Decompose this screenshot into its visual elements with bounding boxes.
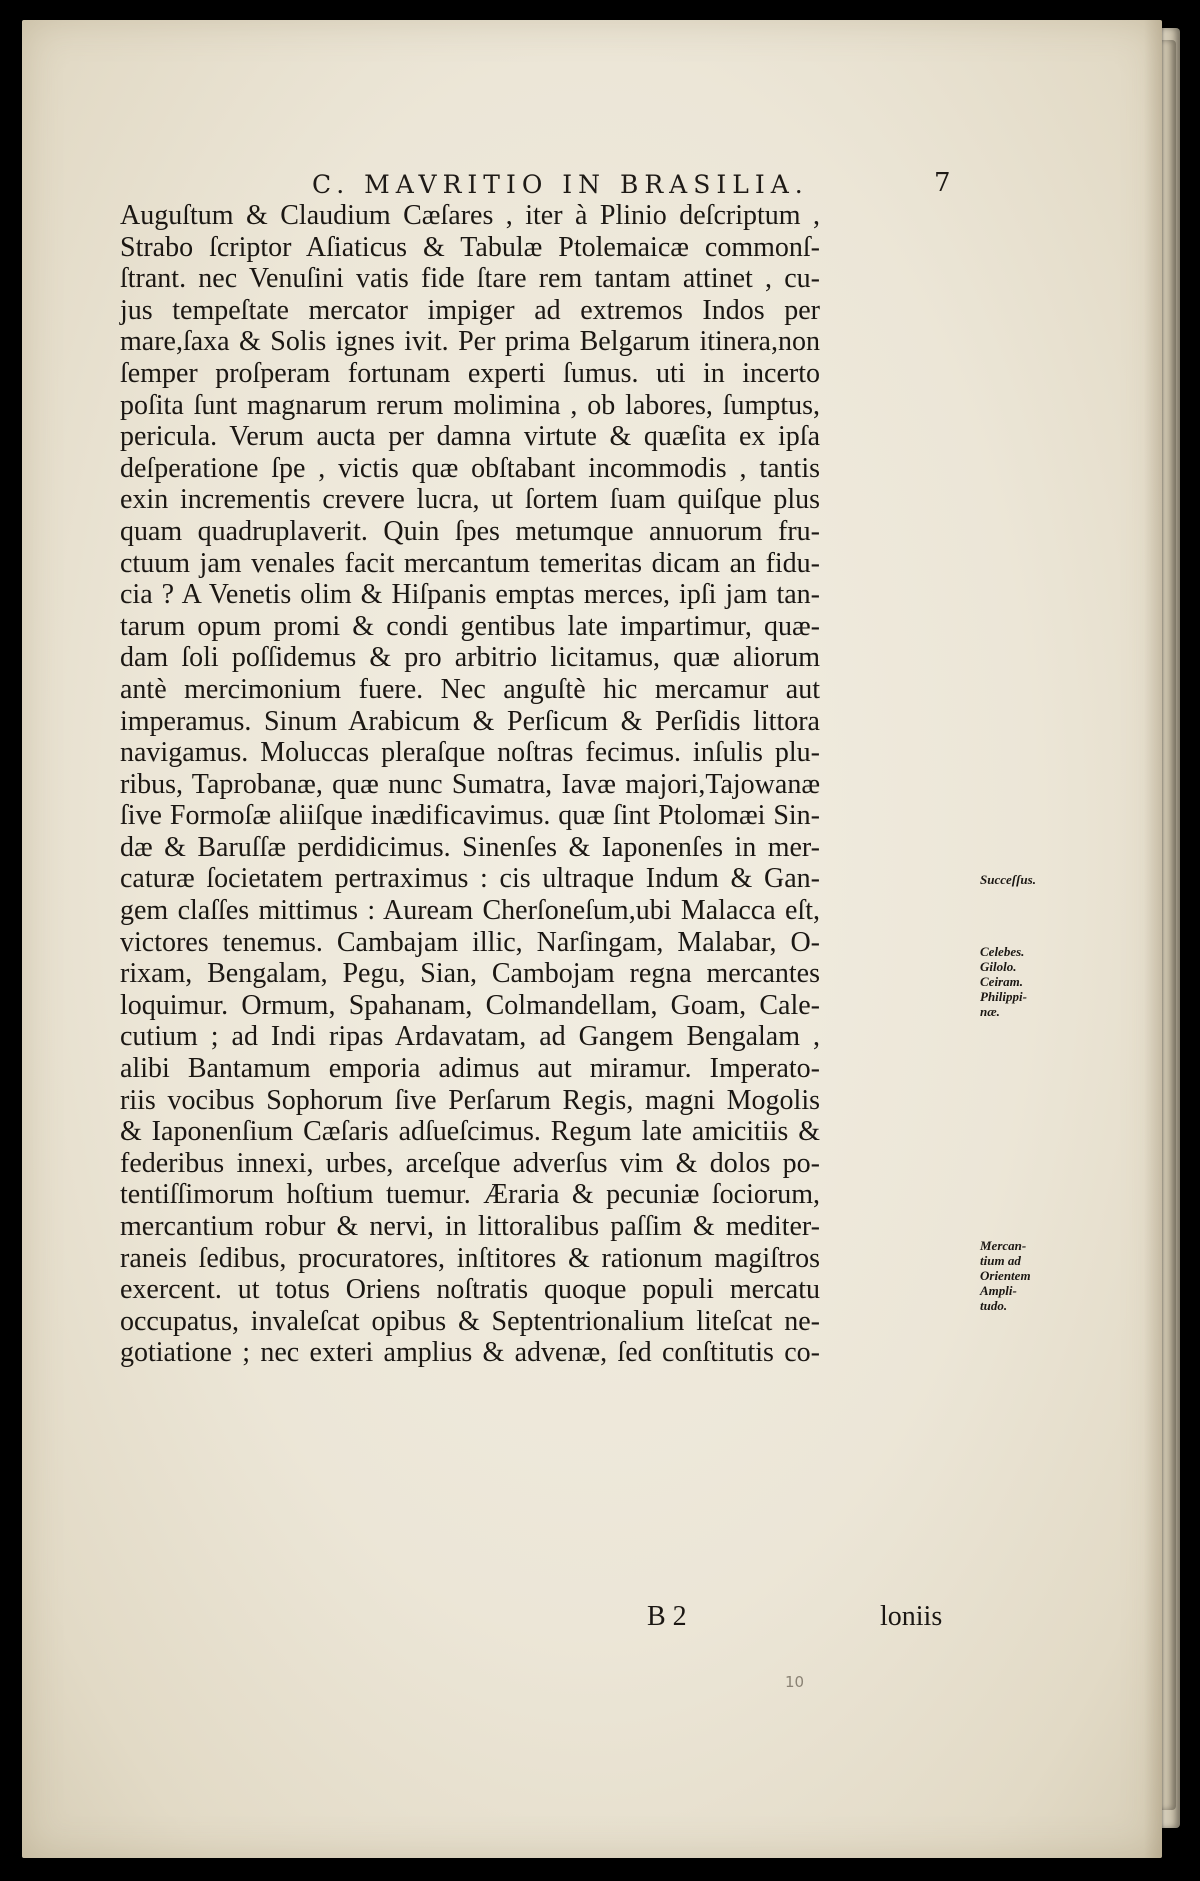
text-line: mare,ſaxa & Solis ignes ivit. Per prima Belgarum itinera,non [120, 326, 820, 358]
text-line: exin incrementis crevere lucra, ut ſortem ſuam quiſque plus [120, 484, 820, 516]
marginal-note-line: tium ad [980, 1253, 1021, 1268]
text-line: raneis ſedibus, procuratores, inſtitores & rationum magiſtros [120, 1242, 820, 1274]
marginal-note-line: Celebes. [980, 944, 1025, 959]
text-line: & Iaponenſium Cæſaris adſueſcimus. Regum late amicitiis & [120, 1116, 820, 1148]
text-line: poſita ſunt magnarum rerum molimina , ob labores, ſumptus, [120, 389, 820, 421]
text-line: cutium ; ad Indi ripas Ardavatam, ad Gangem Bengalam , [120, 1021, 820, 1053]
text-line: loquimur. Ormum, Spahanam, Colmandellam, Goam, Cale- [120, 989, 820, 1021]
text-line: federibus innexi, urbes, arceſque adverſus vim & dolos po- [120, 1147, 820, 1179]
text-line: exercent. ut totus Oriens noſtratis quoque populi mercatu [120, 1274, 820, 1306]
marginal-note-line: Ampli- [980, 1283, 1017, 1298]
text-line: rixam, Bengalam, Pegu, Sian, Cambojam regna mercantes [120, 958, 820, 990]
text-line: ſive Formoſæ aliiſque inædificavimus. quæ ſint Ptolomæi Sin- [120, 800, 820, 832]
text-line: cia ? A Venetis olim & Hiſpanis emptas merces, ipſi jam tan- [120, 579, 820, 611]
signature-mark: B 2 [647, 1601, 687, 1632]
text-line: dæ & Baruſſæ perdidicimus. Sinenſes & Iaponenſes in mer- [120, 831, 820, 863]
marginal-note-line: Succeſſus. [980, 872, 1036, 887]
text-line: ſemper proſperam fortunam experti ſumus. uti in incerto [120, 357, 820, 389]
marginal-note-islands [980, 944, 1027, 1019]
text-line: imperamus. Sinum Arabicum & Perſicum & Perſidis littora [120, 705, 820, 737]
pencil-annotation: 10 [785, 1673, 805, 1691]
text-line: Auguſtum & Claudium Cæſares , iter à Plinio deſcriptum , [120, 200, 820, 231]
running-head-title: C. MAVRITIO IN BRASILIA. [312, 170, 809, 199]
text-line: gotiatione ; nec exteri amplius & advenæ, ſed conſtitutis co- [120, 1337, 820, 1369]
text-line: caturæ ſocietatem pertraximus : cis ultraque Indum & Gan- [120, 863, 820, 895]
marginal-note-line: Gilolo. [980, 959, 1017, 974]
catchword: loniis [880, 1601, 943, 1632]
text-line: quam quadruplaverit. Quin ſpes metumque annuorum fru- [120, 515, 820, 547]
text-line: navigamus. Moluccas pleraſque noſtras fecimus. inſulis plu- [120, 737, 820, 769]
text-line: riis vocibus Sophorum ſive Perſarum Regis, magni Mogolis [120, 1084, 820, 1116]
text-line: pericula. Verum aucta per damna virtute & quæſita ex ipſa [120, 421, 820, 453]
text-line: victores tenemus. Cambajam illic, Narſingam, Malabar, O- [120, 926, 820, 958]
marginal-note-successus [980, 872, 1036, 887]
marginal-note-line: tudo. [980, 1298, 1008, 1313]
text-line: deſperatione ſpe , victis quæ obſtabant incommodis , tantis [120, 452, 820, 484]
book-page [22, 20, 1162, 1858]
text-line: occupatus, invaleſcat opibus & Septentrionalium liteſcat ne- [120, 1305, 820, 1337]
text-line: gem claſſes mittimus : Auream Cherſoneſum,ubi Malacca eſt, [120, 895, 820, 927]
text-line: ribus, Taprobanæ, quæ nunc Sumatra, Iavæ majori,Tajowanæ [120, 768, 820, 800]
text-line: ctuum jam venales facit mercantum temeritas dicam an fidu- [120, 547, 820, 579]
text-line: tarum opum promi & condi gentibus late impartimur, quæ- [120, 610, 820, 642]
page-number: 7 [934, 168, 951, 198]
marginal-note-line: Orientem [980, 1268, 1031, 1283]
marginal-note-line: Philippi- [980, 989, 1027, 1004]
text-line: jus tempeſtate mercator impiger ad extremos Indos per [120, 294, 820, 326]
text-line: antè mercimonium fuere. Nec anguſtè hic mercamur aut [120, 673, 820, 705]
marginal-note-line: Ceiram. [980, 974, 1023, 989]
text-line: alibi Bantamum emporia adimus aut miramur. Imperato- [120, 1053, 820, 1085]
marginal-note-line: næ. [980, 1004, 1000, 1019]
text-line: mercantium robur & nervi, in littoralibus paſſim & mediter- [120, 1211, 820, 1242]
marginal-note-line: Mercan- [980, 1238, 1027, 1253]
marginal-note-amplitudo [980, 1238, 1031, 1313]
text-line: Strabo ſcriptor Aſiaticus & Tabulæ Ptolemaicæ commonſ- [120, 231, 820, 263]
main-text [120, 200, 820, 1369]
text-line: tentiſſimorum hoſtium tuemur. Æraria & pecuniæ ſociorum, [120, 1179, 820, 1211]
text-line: dam ſoli poſſidemus & pro arbitrio licitamus, quæ aliorum [120, 642, 820, 674]
text-line: ſtrant. nec Venuſini vatis fide ſtare rem tantam attinet , cu- [120, 263, 820, 295]
